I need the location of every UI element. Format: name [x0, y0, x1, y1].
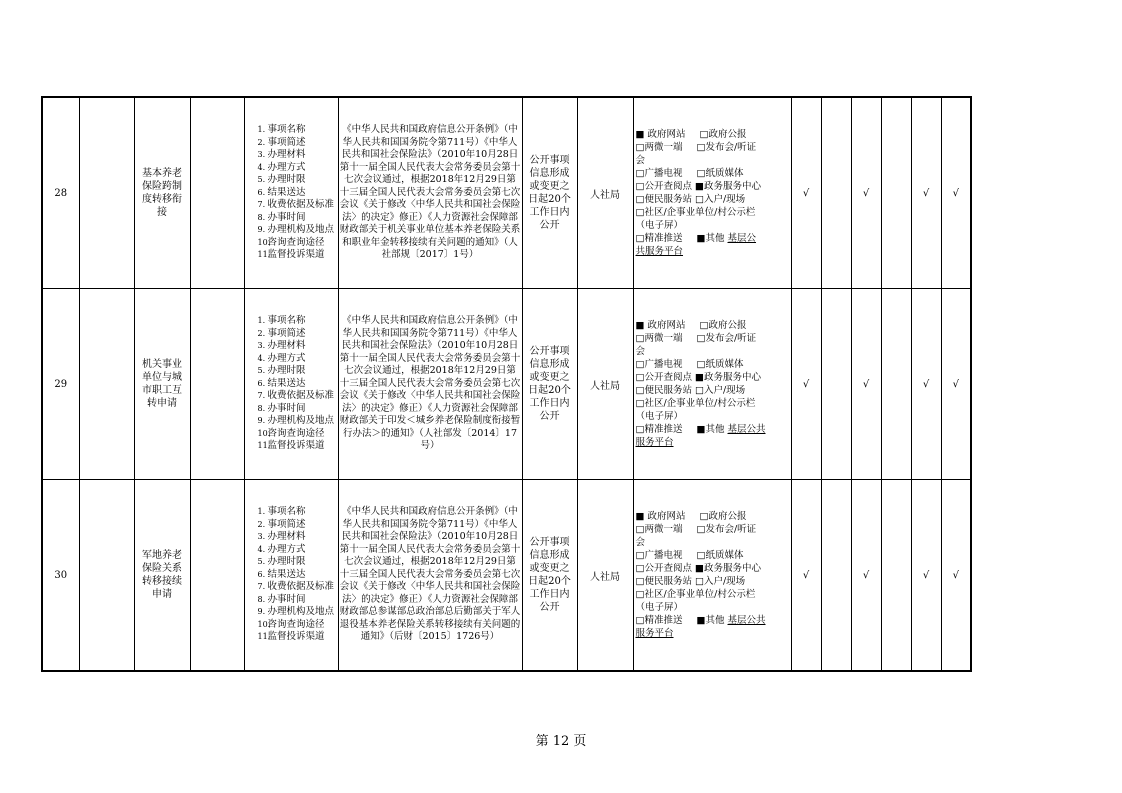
disclosure-subject: 人社局	[577, 480, 633, 672]
content-item: 2. 事项简述	[257, 327, 306, 339]
check-cell	[821, 289, 851, 480]
content-item: 5. 办理时限	[257, 174, 306, 186]
check-cell: √	[791, 480, 821, 672]
content-item: 7. 收费依据及标准	[257, 390, 335, 402]
check-cell: √	[911, 97, 941, 289]
check-cell	[881, 97, 911, 289]
check-cell: √	[791, 97, 821, 289]
disclosure-channels: ■ 政府网站 □政府公报 □两微一端 □发布会/听证 会 □广播电视 □纸质媒体 □公开查阅点 ■政务服务中心 □便民服务站 □入户/现场 □社区/企事业单位/村公示栏 （电子屏） □精准推送 ■其他 基层公共 服务平台	[633, 480, 791, 672]
content-item: 9. 办理机构及地点	[257, 224, 335, 236]
disclosure-basis: 《中华人民共和国政府信息公开条例》（中华人民共和国国务院令第711号）《中华人民共和国社会保险法》（2010年10月28日第十一届全国人民代表大会常务委员会第十七次会议通过，根据2018年12月29日第十三届全国人民代表大会常务委员会第七次会议《关于修改〈中华人民共和国社会保险法〉的决定》修正）《人力资源社会保障部财政部总参谋部总政治部总后勤部关于军人退役基本养老保险关系转移接续有关问题的通知》（后财〔2015〕1726号）	[338, 480, 522, 672]
content-item: 3. 办理材料	[257, 149, 306, 161]
content-item: 1. 事项名称	[257, 124, 306, 136]
content-item: 3. 办理材料	[257, 531, 306, 543]
content-item: 1. 事项名称	[257, 506, 306, 518]
blank-cell	[79, 480, 134, 672]
check-cell: √	[851, 289, 881, 480]
row-sequence: 29	[42, 289, 79, 480]
content-item: 11.监督投诉渠道	[257, 440, 325, 452]
content-item: 1. 事项名称	[257, 315, 306, 327]
disclosure-time: 公开事项信息形成或变更之日起20个工作日内公开	[522, 480, 577, 672]
check-cell: √	[911, 289, 941, 480]
content-item: 7. 收费依据及标准	[257, 581, 335, 593]
content-item: 11.监督投诉渠道	[257, 631, 325, 643]
check-cell: √	[791, 289, 821, 480]
page-number: 第 12 页	[535, 734, 587, 749]
content-item: 6. 结果送达	[257, 186, 306, 198]
content-item: 9. 办理机构及地点	[257, 415, 335, 427]
check-cell	[821, 97, 851, 289]
check-cell: √	[911, 480, 941, 672]
blank-cell	[79, 289, 134, 480]
table-row	[42, 289, 971, 480]
check-cell: √	[851, 97, 881, 289]
disclosure-table	[41, 96, 972, 672]
content-item: 8. 办事时间	[257, 211, 306, 223]
check-cell: √	[941, 480, 971, 672]
disclosure-content	[244, 480, 338, 672]
content-item: 2. 事项简述	[257, 136, 306, 148]
content-item: 5. 办理时限	[257, 365, 306, 377]
table-row	[42, 480, 971, 672]
content-item: 10.咨询查询途径	[257, 427, 325, 439]
content-item: 11.监督投诉渠道	[257, 249, 325, 261]
disclosure-time: 公开事项信息形成或变更之日起20个工作日内公开	[522, 97, 577, 289]
row-sequence: 28	[42, 97, 79, 289]
blank-cell	[79, 97, 134, 289]
blank-cell	[190, 480, 244, 672]
row-sequence: 30	[42, 480, 79, 672]
content-item: 2. 事项简述	[257, 518, 306, 530]
disclosure-time: 公开事项信息形成或变更之日起20个工作日内公开	[522, 289, 577, 480]
content-item: 4. 办理方式	[257, 543, 306, 555]
content-item: 6. 结果送达	[257, 568, 306, 580]
disclosure-channels: ■ 政府网站 □政府公报 □两微一端 □发布会/听证 会 □广播电视 □纸质媒体 □公开查阅点 ■政务服务中心 □便民服务站 □入户/现场 □社区/企事业单位/村公示栏 （电子屏） □精准推送 ■其他 基层公共 服务平台	[633, 289, 791, 480]
blank-cell	[190, 97, 244, 289]
disclosure-basis: 《中华人民共和国政府信息公开条例》（中华人民共和国国务院令第711号）《中华人民共和国社会保险法》（2010年10月28日第十一届全国人民代表大会常务委员会第十七次会议通过，根据2018年12月29日第十三届全国人民代表大会常务委员会第七次会议《关于修改〈中华人民共和国社会保险法〉的决定》修正）《人力资源社会保障部财政部关于机关事业单位基本养老保险关系和职业年金转移接续有关问题的通知》（人社部规〔2017〕1号）	[338, 97, 522, 289]
disclosure-basis: 《中华人民共和国政府信息公开条例》（中华人民共和国国务院令第711号）《中华人民共和国社会保险法》（2010年10月28日第十一届全国人民代表大会常务委员会第十七次会议通过，根据2018年12月29日第十三届全国人民代表大会常务委员会第七次会议《关于修改〈中华人民共和国社会保险法〉的决定》修正）《人力资源社会保障部财政部关于印发＜城乡养老保险制度衔接暂行办法＞的通知》（人社部发〔2014〕17号）	[338, 289, 522, 480]
disclosure-content	[244, 289, 338, 480]
content-item: 3. 办理材料	[257, 340, 306, 352]
check-cell: √	[941, 289, 971, 480]
disclosure-subject: 人社局	[577, 289, 633, 480]
check-cell	[881, 480, 911, 672]
blank-cell	[190, 289, 244, 480]
item-name: 军地养老保险关系转移接续申请	[134, 480, 190, 672]
content-item: 6. 结果送达	[257, 377, 306, 389]
content-item: 7. 收费依据及标准	[257, 199, 335, 211]
check-cell	[821, 480, 851, 672]
content-item: 5. 办理时限	[257, 556, 306, 568]
content-item: 8. 办事时间	[257, 593, 306, 605]
content-item: 10.咨询查询途径	[257, 236, 325, 248]
content-item: 4. 办理方式	[257, 352, 306, 364]
disclosure-content	[244, 97, 338, 289]
content-item: 8. 办事时间	[257, 402, 306, 414]
item-name: 基本养老保险跨制度转移衔接	[134, 97, 190, 289]
disclosure-subject: 人社局	[577, 97, 633, 289]
content-item: 10.咨询查询途径	[257, 618, 325, 630]
content-item: 9. 办理机构及地点	[257, 606, 335, 618]
check-cell	[881, 289, 911, 480]
check-cell: √	[941, 97, 971, 289]
disclosure-channels: ■ 政府网站 □政府公报 □两微一端 □发布会/听证 会 □广播电视 □纸质媒体 □公开查阅点 ■政务服务中心 □便民服务站 □入户/现场 □社区/企事业单位/村公示栏 （电子屏） □精准推送 ■其他 基层公 共服务平台	[633, 97, 791, 289]
item-name: 机关事业单位与城市职工互转申请	[134, 289, 190, 480]
table-row	[42, 97, 971, 289]
content-item: 4. 办理方式	[257, 161, 306, 173]
check-cell: √	[851, 480, 881, 672]
